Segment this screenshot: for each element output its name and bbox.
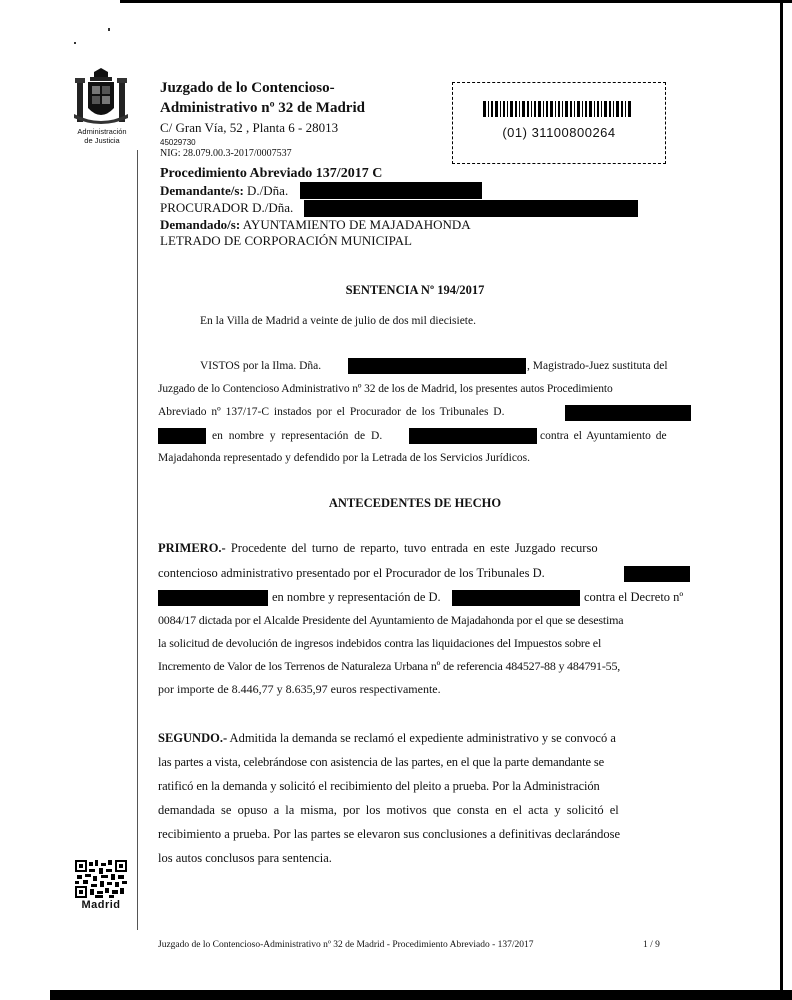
nig-number: NIG: 28.079.00.3-2017/0007537 (160, 148, 292, 159)
primero-text-1: Procedente del turno de reparto, tuvo entrada en este Juzgado recurso (230, 541, 598, 555)
bottom-edge-line (50, 990, 792, 1000)
segundo-line-5: recibimiento a prueba. Por las partes se elevaron sus conclusiones a definitivas declarándose (158, 827, 620, 841)
vistos-line-3: Abreviado nº 137/17-C instados por el Procurador de los Tribunales D. (158, 406, 505, 418)
emblem-caption-1: Administración (77, 127, 127, 136)
court-address: C/ Gran Vía, 52 , Planta 6 - 28013 (160, 120, 339, 135)
redaction-magistrate (348, 358, 526, 374)
scan-speck (74, 42, 76, 44)
vistos-line-5: Majadahonda representado y defendido por la Letrada de los Servicios Jurídicos. (158, 452, 531, 464)
court-code: 45029730 (160, 138, 196, 147)
footer-text: Juzgado de lo Contencioso-Administrativo nº 32 de Madrid - Procedimiento Abreviado - 137/2017 (158, 940, 534, 950)
sentence-title: SENTENCIA Nº 194/2017 (345, 283, 485, 297)
segundo-line-2: las partes a vista, celebrándose con asistencia de las partes, en el que la parte demandante se (158, 755, 604, 769)
redaction-procurador-3 (158, 428, 206, 444)
plaintiff-line (160, 183, 288, 199)
redaction-represented-2 (452, 590, 580, 606)
barcode-box (452, 82, 666, 164)
barcode-graphic (483, 101, 633, 117)
defendant-label: Demandado/s: (160, 217, 241, 232)
redaction-procurador-4 (624, 566, 690, 582)
court-name-line-2: Administrativo nº 32 de Madrid (160, 100, 365, 116)
primero-line-3b: contra el Decreto nº (584, 590, 684, 604)
place-date: En la Villa de Madrid a veinte de julio de dos mil diecisiete. (200, 315, 476, 327)
vistos-line-4a: en nombre y representación de D. (212, 430, 383, 442)
primero-line-2: contencioso administrativo presentado por el Procurador de los Tribunales D. (158, 566, 545, 580)
barcode-number: (01) 31100800264 (502, 125, 616, 140)
procedure-title: Procedimiento Abreviado 137/2017 C (160, 166, 383, 181)
primero-line-1 (158, 541, 598, 556)
primero-label: PRIMERO.- (158, 541, 226, 555)
segundo-label: SEGUNDO.- (158, 731, 228, 745)
vistos-line-4b: contra el Ayuntamiento de (540, 430, 667, 442)
segundo-line-3: ratificó en la demanda y solicitó el recibimiento del pleito a prueba. Por la Administración (158, 779, 600, 793)
section-title: ANTECEDENTES DE HECHO (328, 496, 502, 510)
vistos-line-2: Juzgado de lo Contencioso Administrativo nº 32 de los de Madrid, los presentes autos Procedimiento (158, 383, 613, 395)
coat-of-arms-emblem (72, 68, 130, 130)
redaction-plaintiff (300, 182, 482, 199)
procurador-line: PROCURADOR D./Dña. (160, 200, 294, 215)
defendant-value: AYUNTAMIENTO DE MAJADAHONDA (242, 217, 471, 232)
segundo-line-6: los autos conclusos para sentencia. (158, 851, 332, 865)
scan-speck (108, 28, 110, 31)
right-edge-line (780, 0, 783, 1000)
qr-caption: Madrid (81, 899, 121, 911)
segundo-line-4: demandada se opuso a la misma, por los motivos que consta en el acta y solicitó el (158, 803, 619, 817)
emblem-caption-2: de Justicia (84, 136, 120, 145)
vistos-line-1a: VISTOS por la Ilma. Dña. (200, 360, 322, 372)
primero-line-5: la solicitud de devolución de ingresos indebidos contra las liquidaciones del Impuestos sobre el (158, 636, 602, 650)
segundo-line-1 (158, 731, 616, 746)
vistos-line-1b: , Magistrado-Juez sustituta del (527, 360, 668, 372)
redaction-procurador-2 (565, 405, 691, 421)
page-number: 1 / 9 (643, 940, 660, 950)
redaction-represented (409, 428, 537, 444)
segundo-text-1: Admitida la demanda se reclamó el expediente administrativo y se convocó a (229, 731, 616, 745)
primero-line-4: 0084/17 dictada por el Alcalde Presidente del Ayuntamiento de Majadahonda por el que se desestima (158, 613, 624, 627)
left-margin-rule (137, 150, 138, 930)
primero-line-3a: en nombre y representación de D. (272, 590, 441, 604)
defendant-line (160, 217, 471, 233)
primero-line-7: por importe de 8.446,77 y 8.635,97 euros respectivamente. (158, 682, 441, 696)
court-name-line-1: Juzgado de lo Contencioso- (160, 80, 335, 96)
redaction-procurador-5 (158, 590, 268, 606)
redaction-procurador (304, 200, 638, 217)
qr-code (75, 860, 127, 898)
plaintiff-label: Demandante/s: (160, 183, 244, 198)
primero-line-6: Incremento de Valor de los Terrenos de Naturaleza Urbana nº de referencia 484527-88 y 484791-55, (158, 659, 621, 673)
top-edge-line (120, 0, 792, 3)
plaintiff-value: D./Dña. (247, 183, 289, 198)
lawyer-line: LETRADO DE CORPORACIÓN MUNICIPAL (160, 233, 412, 248)
